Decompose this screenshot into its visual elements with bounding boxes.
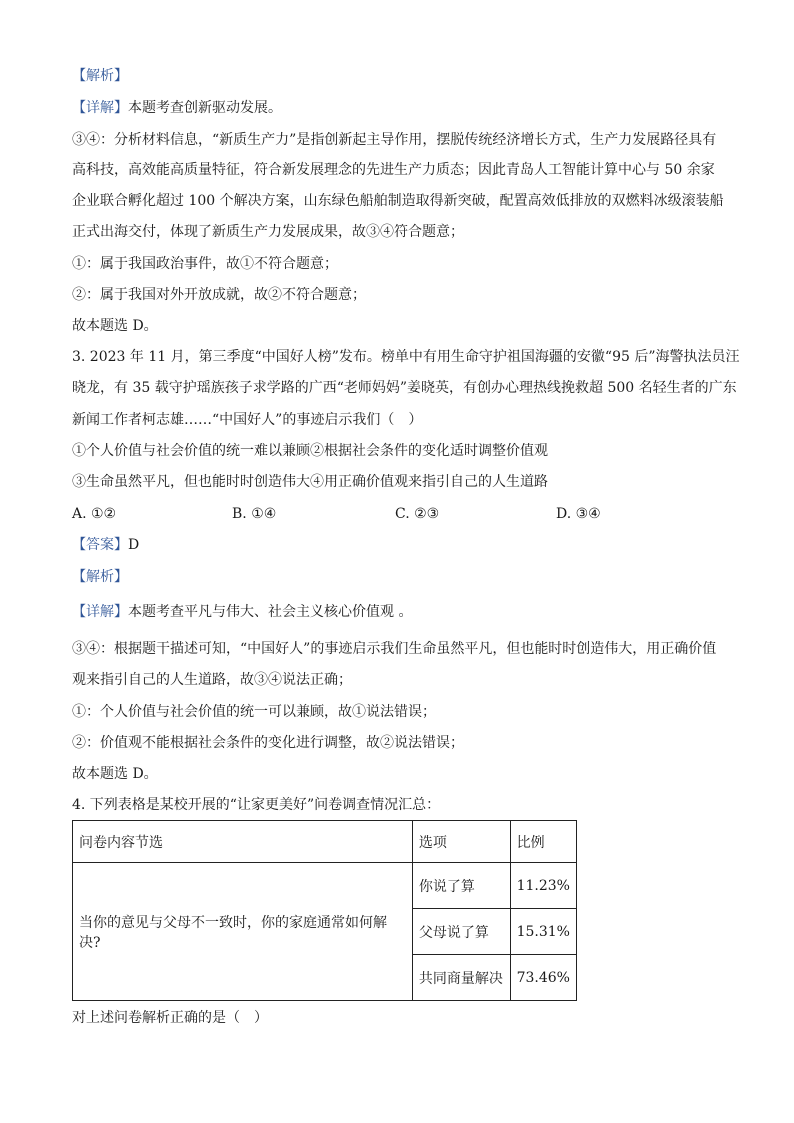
question-3-statements-line: ①个人价值与社会价值的统一难以兼顾②根据社会条件的变化适时调整价值观 (72, 443, 548, 459)
question-3-stem-line: 3. 2023 年 11 月，第三季度“中国好人榜”发布。榜单中有用生命守护祖国海疆的安徽“95 后”海警执法员汪 (72, 349, 740, 365)
detail-text: 本题考查平凡与伟大、社会主义核心价值观 。 (128, 604, 413, 620)
detail-tag: 【详解】 (72, 100, 128, 116)
table-row (73, 863, 577, 909)
option-cell: 你说了算 (412, 863, 510, 909)
conclusion: 故本题选 D。 (72, 318, 158, 334)
answer-line (72, 535, 139, 555)
survey-question: 当你的意见与父母不一致时，你的家庭通常如何解决? (73, 863, 413, 1001)
paragraph-line: 企业联合孵化超过 100 个解决方案，山东绿色船舶制造取得新突破，配置高效低排放的双燃料冰级滚装船 (72, 193, 724, 209)
detail-line (72, 98, 282, 118)
question-4-stem: 4. 下列表格是某校开展的“让家更美好”问卷调查情况汇总： (72, 797, 441, 813)
detail-text: 本题考查创新驱动发展。 (128, 100, 282, 116)
choice-d: D. ③④ (556, 506, 601, 522)
answer-value: D (128, 537, 140, 553)
question-3-stem-line: 晓龙，有 35 载守护瑶族孩子求学路的广西“老师妈妈”姜晓英，有创办心理热线挽救超 500 名轻生者的广东 (72, 380, 737, 396)
header-content: 问卷内容节选 (73, 821, 413, 863)
header-ratio: 比例 (510, 821, 576, 863)
survey-table (72, 820, 577, 1001)
analysis-tag: 【解析】 (72, 68, 128, 84)
analysis-tag: 【解析】 (72, 569, 128, 585)
question-3-statements-line: ③生命虽然平凡，但也能时时创造伟大④用正确价值观来指引自己的人生道路 (72, 474, 548, 490)
choice-b: B. ①④ (232, 506, 277, 522)
detail-tag: 【详解】 (72, 604, 128, 620)
paragraph-line: 高科技，高效能高质量特征，符合新发展理念的先进生产力质态；因此青岛人工智能计算中心与 50 余家 (72, 162, 715, 178)
question-4-prompt: 对上述问卷解析正确的是（ ） (72, 1010, 268, 1026)
table-header-row (73, 821, 577, 863)
answer-tag: 【答案】 (72, 537, 128, 553)
option-cell: 共同商量解决 (412, 955, 510, 1001)
choice-a: A. ①② (72, 506, 117, 522)
ratio-cell: 73.46% (510, 955, 576, 1001)
option-explanation-1: ①：属于我国政治事件，故①不符合题意； (72, 256, 338, 272)
paragraph-line: ③④：根据题干描述可知，“中国好人”的事迹启示我们生命虽然平凡，但也能时时创造伟大，用正确价值 (72, 641, 717, 657)
option-explanation-1: ①：个人价值与社会价值的统一可以兼顾，故①说法错误； (72, 704, 436, 720)
ratio-cell: 15.31% (510, 909, 576, 955)
choice-c: C. ②③ (395, 506, 440, 522)
paragraph-line: ③④：分析材料信息，“新质生产力”是指创新起主导作用，摆脱传统经济增长方式，生产力发展路径具有 (72, 132, 717, 148)
detail-line (72, 602, 412, 622)
ratio-cell: 11.23% (510, 863, 576, 909)
header-option: 选项 (412, 821, 510, 863)
option-explanation-2: ②：属于我国对外开放成就，故②不符合题意； (72, 287, 366, 303)
option-cell: 父母说了算 (412, 909, 510, 955)
option-explanation-2: ②：价值观不能根据社会条件的变化进行调整，故②说法错误； (72, 735, 464, 751)
conclusion: 故本题选 D。 (72, 766, 158, 782)
paragraph-line: 正式出海交付，体现了新质生产力发展成果，故③④符合题意； (72, 224, 464, 240)
paragraph-line: 观来指引自己的人生道路，故③④说法正确； (72, 672, 352, 688)
question-3-stem-line: 新闻工作者柯志雄……“中国好人”的事迹启示我们（ ） (72, 412, 423, 428)
